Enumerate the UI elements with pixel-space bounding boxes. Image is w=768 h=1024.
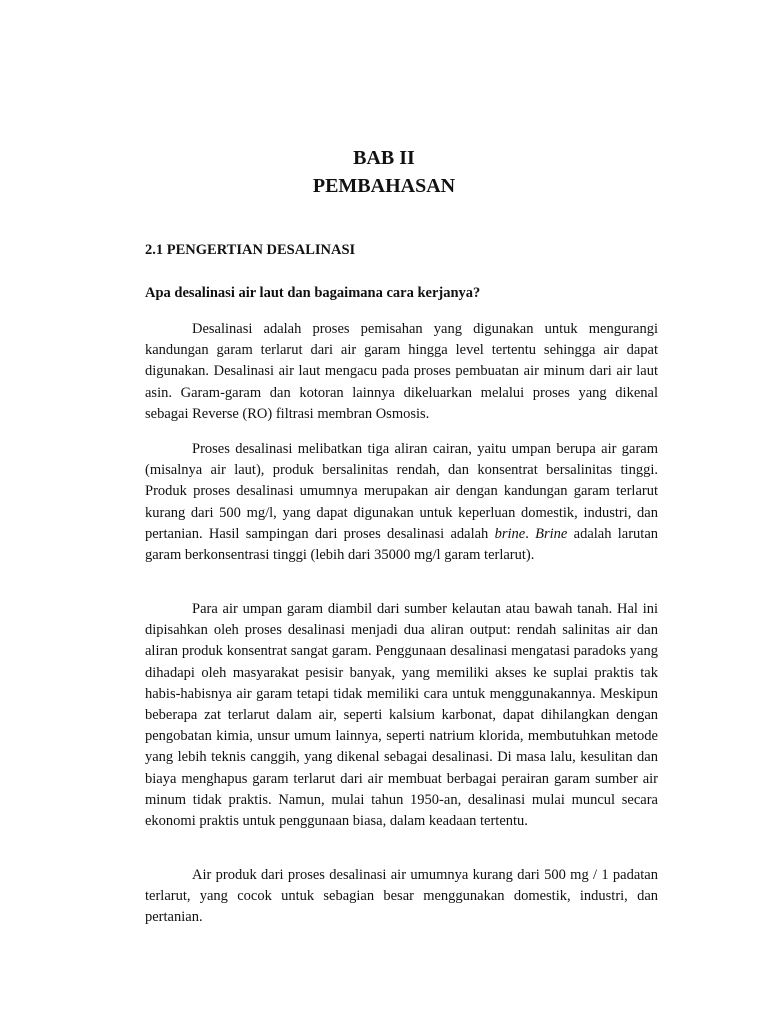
paragraph-1: Desalinasi adalah proses pemisahan yang digunakan untuk mengurangi kandungan garam terlarut dari air garam hingga level tertentu sehingga air dapat digunakan. Desalinasi air laut mengacu pada proses pembuatan air minum dari air laut asin. Garam-garam dan kotoran lainnya dikeluarkan melalui proses yang dikenal sebagai Reverse (RO) filtrasi membran Osmosis. [145, 321, 658, 422]
section-heading: 2.1 PENGERTIAN DESALINASI [145, 242, 356, 258]
chapter-label: BAB II [353, 147, 415, 169]
paragraph-2 [145, 439, 658, 566]
chapter-title: PEMBAHASAN [312, 175, 456, 197]
paragraph-4: Air produk dari proses desalinasi air umumnya kurang dari 500 mg / 1 padatan terlarut, yang cocok untuk sebagian besar menggunakan domestik, industri, dan pertanian. [145, 867, 658, 926]
paragraph-2-text-c: adalah larutan garam berkonsentrasi tinggi (lebih dari 35000 mg/l garam terlarut). [145, 525, 659, 564]
section-question: Apa desalinasi air laut dan bagaimana cara kerjanya? [145, 285, 481, 301]
paragraph-2-text-b: . [525, 525, 536, 542]
paragraph-2-brine-term: brine [494, 525, 526, 542]
paragraph-3: Para air umpan garam diambil dari sumber kelautan atau bawah tanah. Hal ini dipisahkan oleh proses desalinasi menjadi dua aliran output: rendah salinitas air dan aliran produk konsentrat sangat garam. Penggunaan desalinasi mengatasi paradoks yang dihadapi oleh masyarakat pesisir banyak, yang memiliki akses ke suplai praktis tak habis-habisnya air garam tetapi tidak memiliki cara untuk menggunakannya. Meskipun beberapa zat terlarut dalam air, seperti kalsium karbonat, dapat dihilangkan dengan pengobatan kimia, unsur umum lainnya, seperti natrium klorida, membutuhkan metode yang lebih teknis canggih, yang dikenal sebagai desalinasi. Di masa lalu, kesulitan dan biaya menghapus garam terlarut dari air membuat berbagai perairan garam sumber air minum tidak praktis. Namun, mulai tahun 1950-an, desalinasi mulai muncul secara ekonomi praktis untuk penggunaan biasa, dalam keadaan tertentu. [145, 601, 658, 830]
paragraph-2-brine-term-2: Brine [535, 525, 568, 542]
paragraph-2-text-a: Proses desalinasi melibatkan tiga aliran cairan, yaitu umpan berupa air garam (misalnya air laut), produk bersalinitas rendah, dan konsentrat bersalinitas tinggi. Produk proses desalinasi umumnya merupakan air dengan kandungan garam terlarut kurang dari 500 mg/l, yang dapat digunakan untuk keperluan domestik, industri, dan pertanian. Hasil sampingan dari proses desalinasi adalah [145, 441, 658, 542]
